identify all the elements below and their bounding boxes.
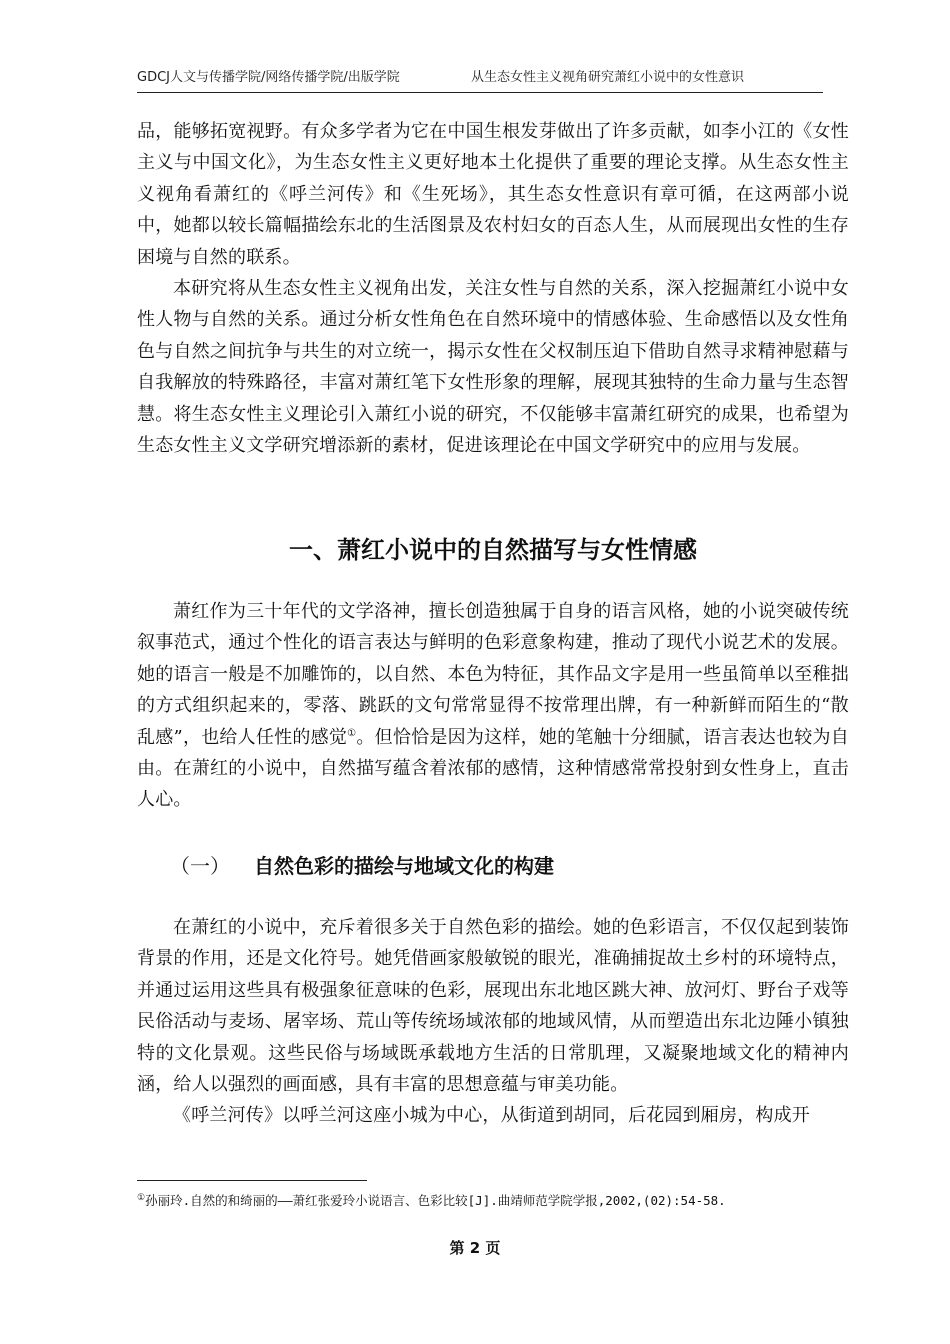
intro-paragraph-2: 本研究将从生态女性主义视角出发，关注女性与自然的关系，深入挖掘萧红小说中女性人物与自然的关系。通过分析女性角色在自然环境中的情感体验、生命感悟以及女性角色与自然之间抗争与共生的对立统一，揭示女性在父权制压迫下借助自然寻求精神慰藉与自我解放的特殊路径，丰富对萧红笔下女性形象的理解，展现其独特的生命力量与生态智慧。将生态女性主义理论引入萧红小说的研究，不仅能够丰富萧红研究的成果，也希望为生态女性主义文学研究增添新的素材，促进该理论在中国文学研究中的应用与发展。 bbox=[137, 278, 849, 457]
paragraph-text-before-note: 萧红作为三十年代的文学洛神，擅长创造独属于自身的语言风格，她的小说突破传统叙事范式，通过个性化的语言表达与鲜明的色彩意象构建，推动了现代小说艺术的发展。她的语言一般是不加雕饰的，以自然、本色为特征，其作品文字是用一些虽简单以至稚拙的方式组织起来的，零落、跳跃的文句常常显得不按常理出牌，有一种新鲜而陌生的“散乱感”，也给人任性的感觉 bbox=[137, 601, 849, 748]
footnote-mark: ① bbox=[137, 1192, 146, 1203]
intro-text bbox=[137, 116, 849, 461]
paragraph-text-after-note: 。但恰恰是因为这样，她的笔触十分细腻，语言表达也较为自由。在萧红的小说中，自然描写蕴含着浓郁的感情，这种情感常常投射到女性身上，直击人心。 bbox=[137, 726, 849, 811]
subsection-number: （一） bbox=[170, 854, 230, 878]
running-header bbox=[137, 68, 823, 93]
footnote bbox=[137, 1190, 849, 1211]
subsection-title: 自然色彩的描绘与地域文化的构建 bbox=[254, 854, 554, 878]
section-heading-1: 一、萧红小说中的自然描写与女性情感 bbox=[289, 536, 697, 564]
header-thesis-title: 从生态女性主义视角研究萧红小说中的女性意识 bbox=[471, 70, 745, 85]
footnote-divider bbox=[137, 1180, 367, 1181]
section-1-text bbox=[137, 596, 849, 816]
header-institution: GDCJ人文与传播学院/网络传播学院/出版学院 bbox=[137, 70, 400, 85]
intro-paragraph-1: 品，能够拓宽视野。有众多学者为它在中国生根发芽做出了许多贡献，如李小江的《女性主义与中国文化》，为生态女性主义更好地本土化提供了重要的理论支撑。从生态女性主义视角看萧红的《呼兰河传》和《生死场》，其生态女性意识有章可循，在这两部小说中，她都以较长篇幅描绘东北的生活图景及农村妇女的百态人生，从而展现出女性的生存困境与自然的联系。 bbox=[137, 121, 849, 268]
section-1-paragraph-1 bbox=[137, 596, 849, 816]
subsection-1-paragraph-2: 《呼兰河传》以呼兰河这座小城为中心，从街道到胡同，后花园到厢房，构成开 bbox=[173, 1105, 810, 1127]
page-number: 第 2 页 bbox=[449, 1239, 501, 1257]
subsection-1-text bbox=[137, 912, 849, 1132]
footnote-text: 孙丽玲.自然的和绮丽的——萧红张爱玲小说语言、色彩比较[J].曲靖师范学院学报,2002,(02):54-58. bbox=[145, 1193, 726, 1208]
subsection-heading-1 bbox=[170, 852, 554, 880]
subsection-1-paragraph-1: 在萧红的小说中，充斥着很多关于自然色彩的描绘。她的色彩语言，不仅仅起到装饰背景的作用，还是文化符号。她凭借画家般敏锐的眼光，准确捕捉故土乡村的环境特点，并通过运用这些具有极强象征意味的色彩，展现出东北地区跳大神、放河灯、野台子戏等民俗活动与麦场、屠宰场、荒山等传统场域浓郁的地域风情，从而塑造出东北边陲小镇独特的文化景观。这些民俗与场域既承载地方生活的日常肌理，又凝聚地域文化的精神内涵，给人以强烈的画面感，具有丰富的思想意蕴与审美功能。 bbox=[137, 917, 849, 1096]
footnote-reference[interactable]: ① bbox=[347, 727, 357, 739]
